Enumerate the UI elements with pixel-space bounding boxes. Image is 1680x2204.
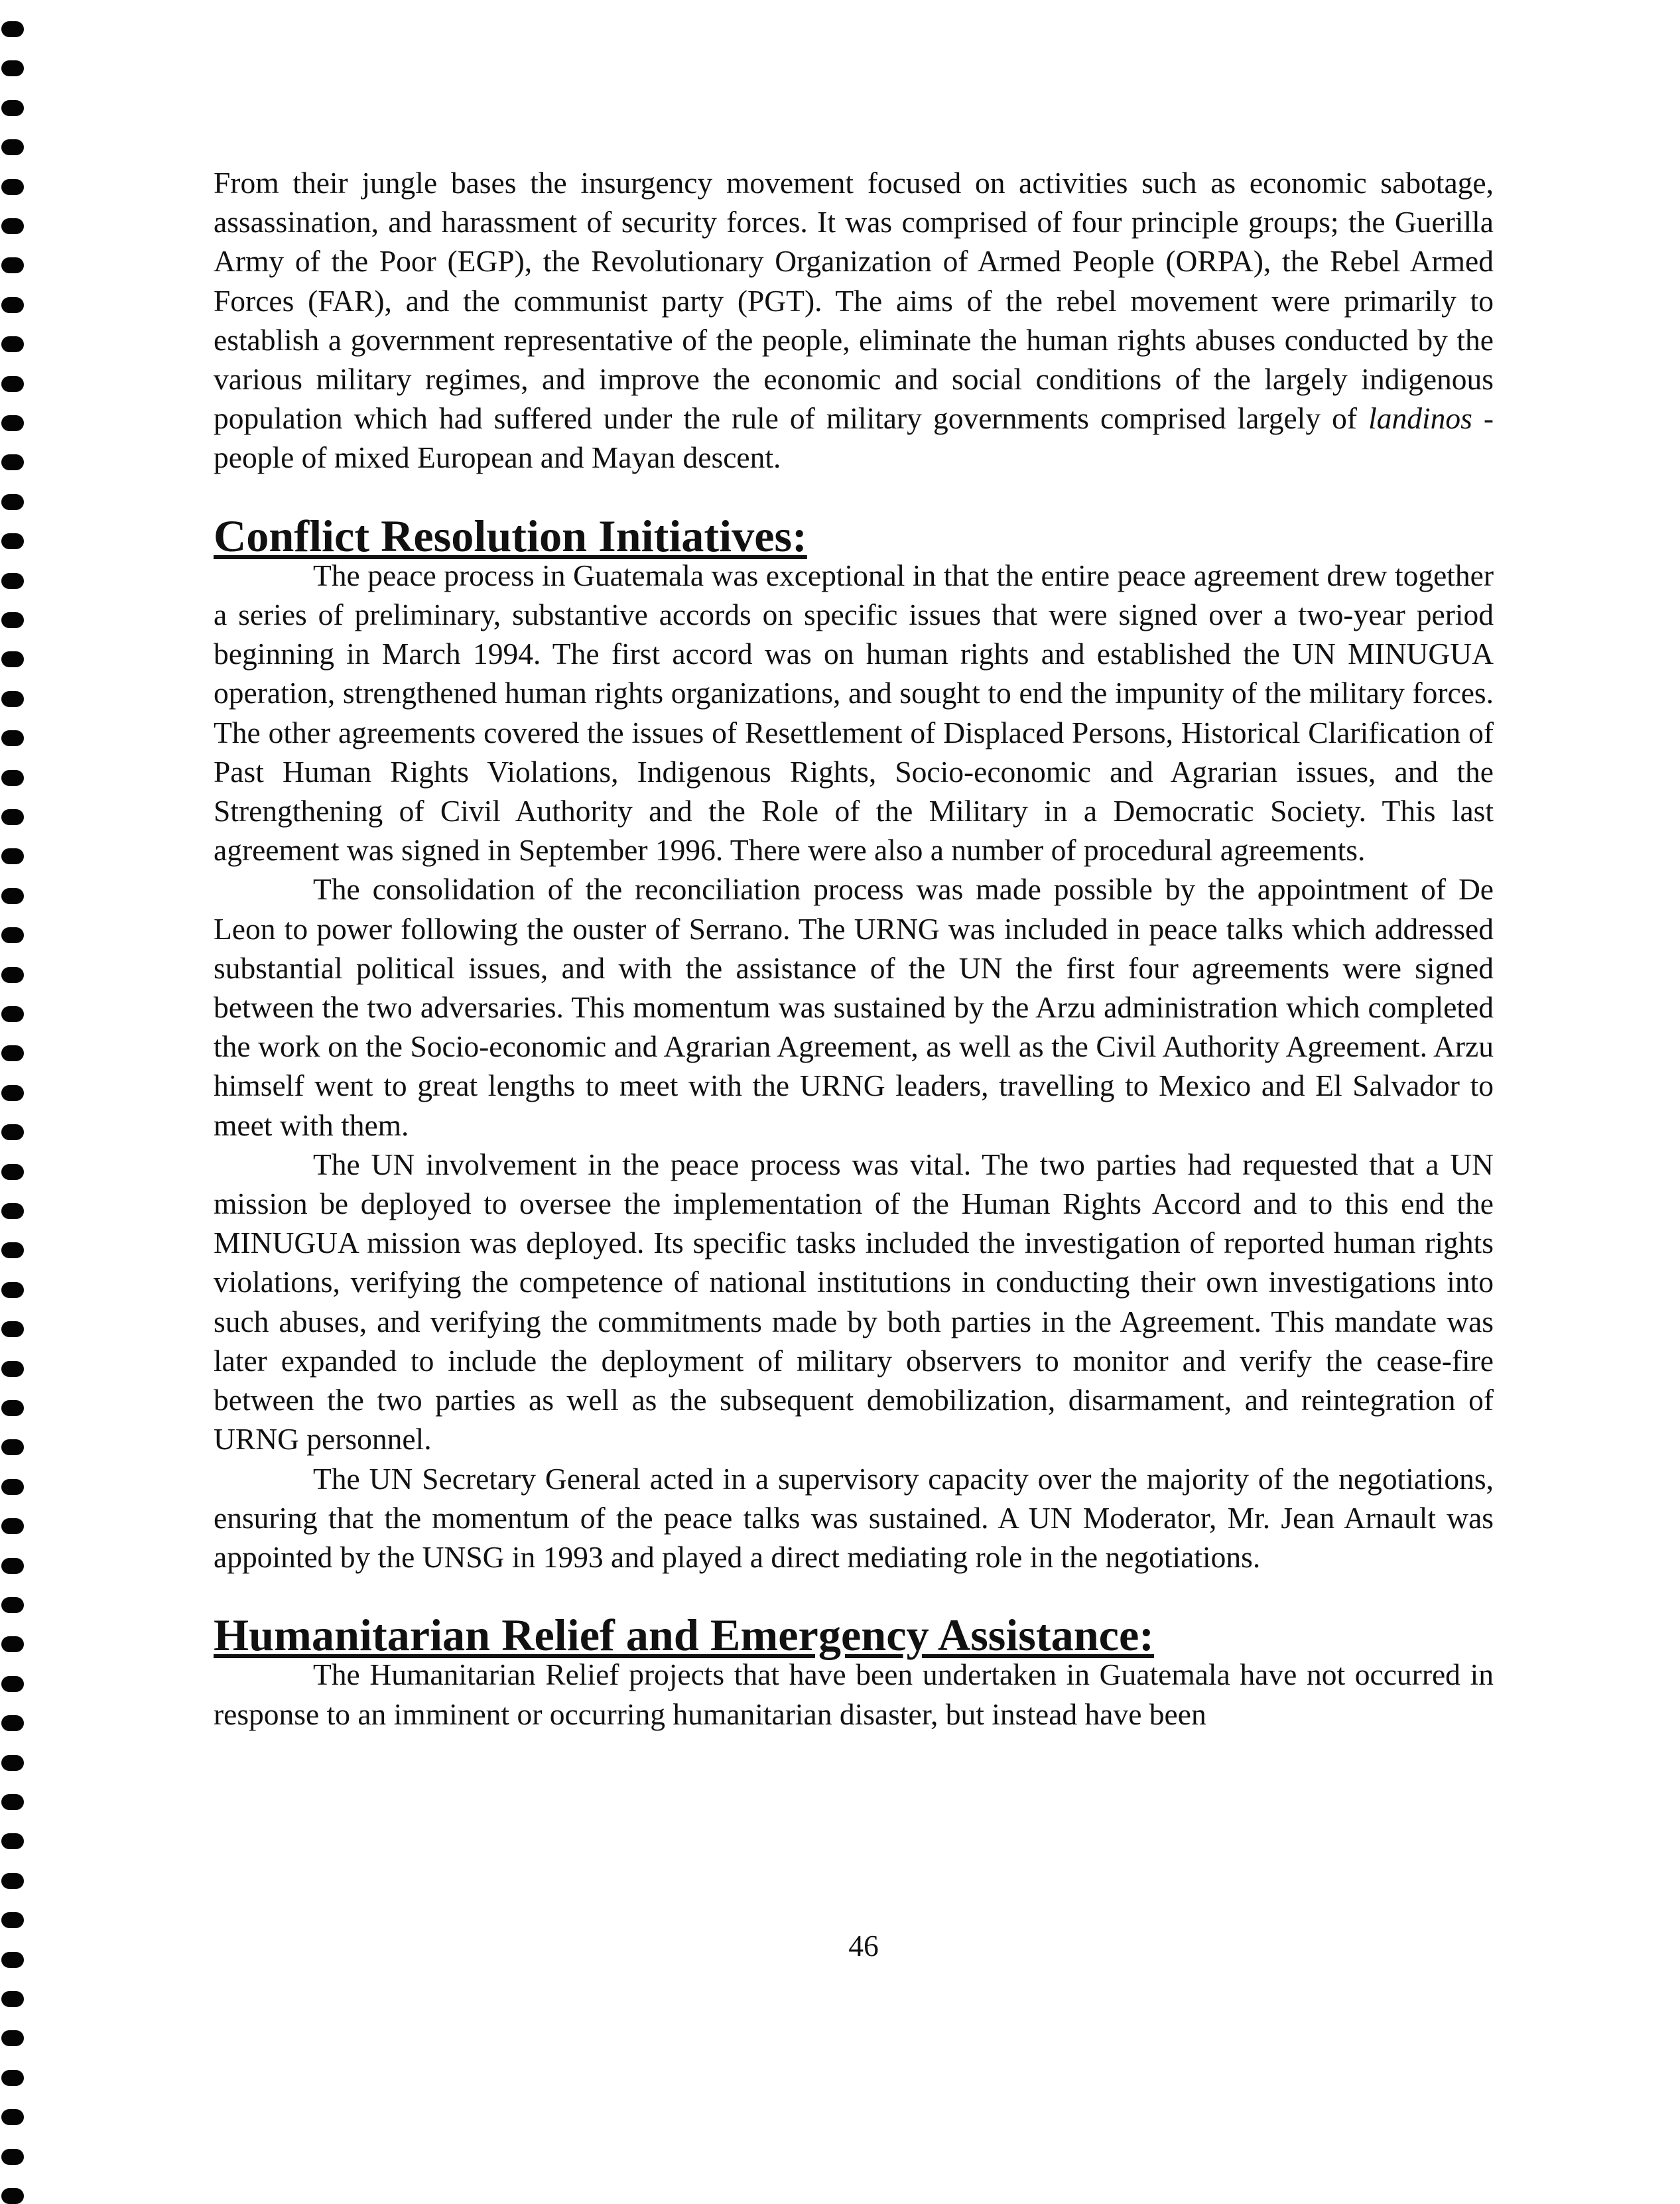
binding-hole xyxy=(1,1794,24,1810)
binding-hole xyxy=(1,1085,24,1101)
binding-hole xyxy=(1,1164,24,1180)
binding-hole xyxy=(1,1124,24,1140)
binding-hole xyxy=(1,888,24,904)
binding-hole xyxy=(1,809,24,825)
binding-hole xyxy=(1,100,24,116)
intro-text: From their jungle bases the insurgency movement focused on activities such as economic sabotage, assassination, and harassment of security forces. It was comprised of four principle groups; the Guerilla Army of the Poor (EGP), the Revolutionary Organization of Armed People (ORPA), the Rebel Armed Forces (FAR), and the communist party (PGT). The aims of the rebel movement were primarily to establish a government representative of the people, eliminate the human rights abuses conducted by the various military regimes, and improve the economic and social conditions of the largely indigenous population which had suffered under the rule of military governments comprised largely of xyxy=(214,166,1494,436)
binding-hole xyxy=(1,1597,24,1613)
binding-hole xyxy=(1,494,24,510)
binding-hole xyxy=(1,21,24,37)
body-paragraph: The consolidation of the reconciliation process was made possible by the appointment of De Leon to power following the ouster of Serrano. The URNG was included in peace talks which addressed substantial political issues, and with the assistance of the UN the first four agreements were signed between the two adversaries. This momentum was sustained by the Arzu administration which completed the work on the Socio-economic and Agrarian Agreement, as well as the Civil Authority Agreement. Arzu himself went to great lengths to meet with the URNG leaders, travelling to Mexico and El Salvador to meet with them. xyxy=(214,872,1494,1142)
binding-hole xyxy=(1,1479,24,1495)
body-paragraph: The UN Secretary General acted in a supervisory capacity over the majority of the negotiations, ensuring that the momentum of the peace talks was sustained. A UN Moderator, Mr. Jean Arnault was appointed by the UNSG in 1993 and played a direct mediating role in the negotiations. xyxy=(214,1461,1494,1574)
binding-hole xyxy=(1,1321,24,1337)
binding-hole xyxy=(1,179,24,195)
binding-hole xyxy=(1,415,24,431)
binding-hole xyxy=(1,1715,24,1731)
binding-hole xyxy=(1,533,24,549)
body-paragraph: The peace process in Guatemala was exceptional in that the entire peace agreement drew together a series of preliminary, substantive accords on specific issues that were signed over a two-year period beginning in March 1994. The first accord was on human rights and established the UN MINUGUA operation, strengthened human rights organizations, and sought to end the impunity of the military forces. The other agreements covered the issues of Resettlement of Displaced Persons, Historical Clarification of Past Human Rights Violations, Indigenous Rights, Socio-economic and Agrarian issues, and the Strengthening of Civil Authority and the Role of the Military in a Democratic Society. This last agreement was signed in September 1996. There were also a number of procedural agreements. xyxy=(214,558,1494,868)
body-paragraph: The UN involvement in the peace process was vital. The two parties had requested that a UN mission be deployed to oversee the implementation of the Human Rights Accord and to this end the MINUGUA mission was deployed. Its specific tasks included the investigation of reported human rights violations, verifying the competence of national institutions in conducting their own investigations into such abuses, and verifying the commitments made by both parties in the Agreement. This mandate was later expanded to include the deployment of military observers to monitor and verify the cease-fire between the two parties as well as the subsequent demobilization, disarmament, and reintegration of URNG personnel. xyxy=(214,1147,1494,1457)
binding-hole xyxy=(1,1518,24,1534)
binding-hole xyxy=(1,770,24,786)
intro-text-end: - people of mixed European and Mayan descent. xyxy=(214,401,1494,475)
binding-hole xyxy=(1,297,24,313)
italic-term: landinos xyxy=(1368,401,1472,436)
binding-hole xyxy=(1,1203,24,1219)
binding-hole xyxy=(1,927,24,943)
section-heading: Humanitarian Relief and Emergency Assistance: xyxy=(214,1610,1154,1661)
binding-hole xyxy=(1,376,24,392)
spiral-binding-holes xyxy=(0,0,27,2203)
binding-hole xyxy=(1,336,24,352)
binding-hole xyxy=(1,1636,24,1652)
binding-hole xyxy=(1,1558,24,1574)
binding-hole xyxy=(1,2030,24,2046)
binding-hole xyxy=(1,967,24,983)
binding-hole xyxy=(1,218,24,234)
binding-hole xyxy=(1,573,24,589)
binding-hole xyxy=(1,1400,24,1416)
binding-hole xyxy=(1,1676,24,1692)
binding-hole xyxy=(1,2109,24,2125)
binding-hole xyxy=(1,2188,24,2204)
binding-hole xyxy=(1,1952,24,1968)
binding-hole xyxy=(1,2070,24,2086)
binding-hole xyxy=(1,2149,24,2165)
conflict-resolution-section xyxy=(214,510,1494,1577)
intro-paragraph xyxy=(214,163,1494,478)
binding-hole xyxy=(1,1361,24,1377)
binding-hole xyxy=(1,1755,24,1771)
binding-hole xyxy=(1,612,24,628)
binding-hole xyxy=(1,730,24,746)
binding-hole xyxy=(1,1912,24,1928)
binding-hole xyxy=(1,848,24,864)
document-body xyxy=(214,163,1494,1734)
humanitarian-relief-section xyxy=(214,1610,1494,1734)
binding-hole xyxy=(1,60,24,76)
body-paragraph: The Humanitarian Relief projects that have been undertaken in Guatemala have not occurred in response to an imminent or occurring humanitarian disaster, but instead have been xyxy=(214,1657,1494,1731)
page-number: 46 xyxy=(848,1929,879,1963)
binding-hole xyxy=(1,1873,24,1889)
binding-hole xyxy=(1,691,24,707)
binding-hole xyxy=(1,1242,24,1258)
binding-hole xyxy=(1,1439,24,1455)
binding-hole xyxy=(1,454,24,470)
section-heading: Conflict Resolution Initiatives: xyxy=(214,510,807,561)
binding-hole xyxy=(1,1991,24,2007)
binding-hole xyxy=(1,139,24,155)
binding-hole xyxy=(1,651,24,667)
binding-hole xyxy=(1,1006,24,1022)
binding-hole xyxy=(1,257,24,273)
binding-hole xyxy=(1,1282,24,1298)
binding-hole xyxy=(1,1833,24,1849)
binding-hole xyxy=(1,1045,24,1061)
